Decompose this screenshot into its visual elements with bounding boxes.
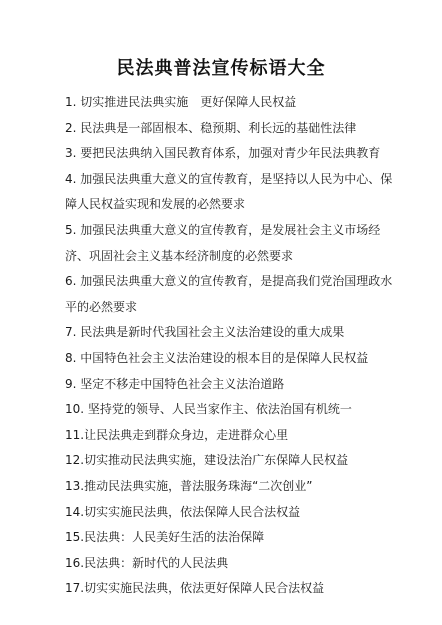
slogan-item: 7. 民法典是新时代我国社会主义法治建设的重大成果 [65,325,345,340]
slogan-item: 12.切实推动民法典实施，建设法治广东保障人民权益 [65,453,349,468]
slogan-item: 5. 加强民法典重大意义的宣传教育，是发展社会主义市场经济、巩固社会主义基本经济制度的必然要求 [65,222,381,263]
slogan-item: 8. 中国特色社会主义法治建设的根本目的是保障人民权益 [65,350,369,365]
slogan-item: 6. 加强民法典重大意义的宣传教育，是提高我们党治国理政水平的必然要求 [65,274,393,314]
slogan-item: 14.切实实施民法典，依法保障人民合法权益 [65,504,301,519]
slogan-item: 16.民法典：新时代的人民法典 [65,555,229,570]
slogan-item: 11.让民法典走到群众身边，走进群众心里 [65,427,289,442]
slogan-item: 4. 加强民法典重大意义的宣传教育，是坚持以人民为中心、保障人民权益实现和发展的必然要求 [65,171,393,212]
slogan-list [65,90,395,602]
document-title: 民法典普法宣传标语大全 [116,58,326,79]
slogan-item: 3. 要把民法典纳入国民教育体系，加强对青少年民法典教育 [65,146,381,161]
slogan-item: 1. 切实推进民法典实施 更好保障人民权益 [65,95,297,109]
slogan-item: 9. 坚定不移走中国特色社会主义法治道路 [65,376,285,391]
slogan-item: 2. 民法典是一部固根本、稳预期、利长远的基础性法律 [65,120,357,135]
slogan-item: 13.推动民法典实施，普法服务珠海“二次创业” [65,478,313,493]
slogan-item: 10. 坚持党的领导、人民当家作主、依法治国有机统一 [65,402,352,417]
slogan-item: 15.民法典：人民美好生活的法治保障 [65,530,265,545]
slogan-item: 17.切实实施民法典，依法更好保障人民合法权益 [65,581,325,596]
